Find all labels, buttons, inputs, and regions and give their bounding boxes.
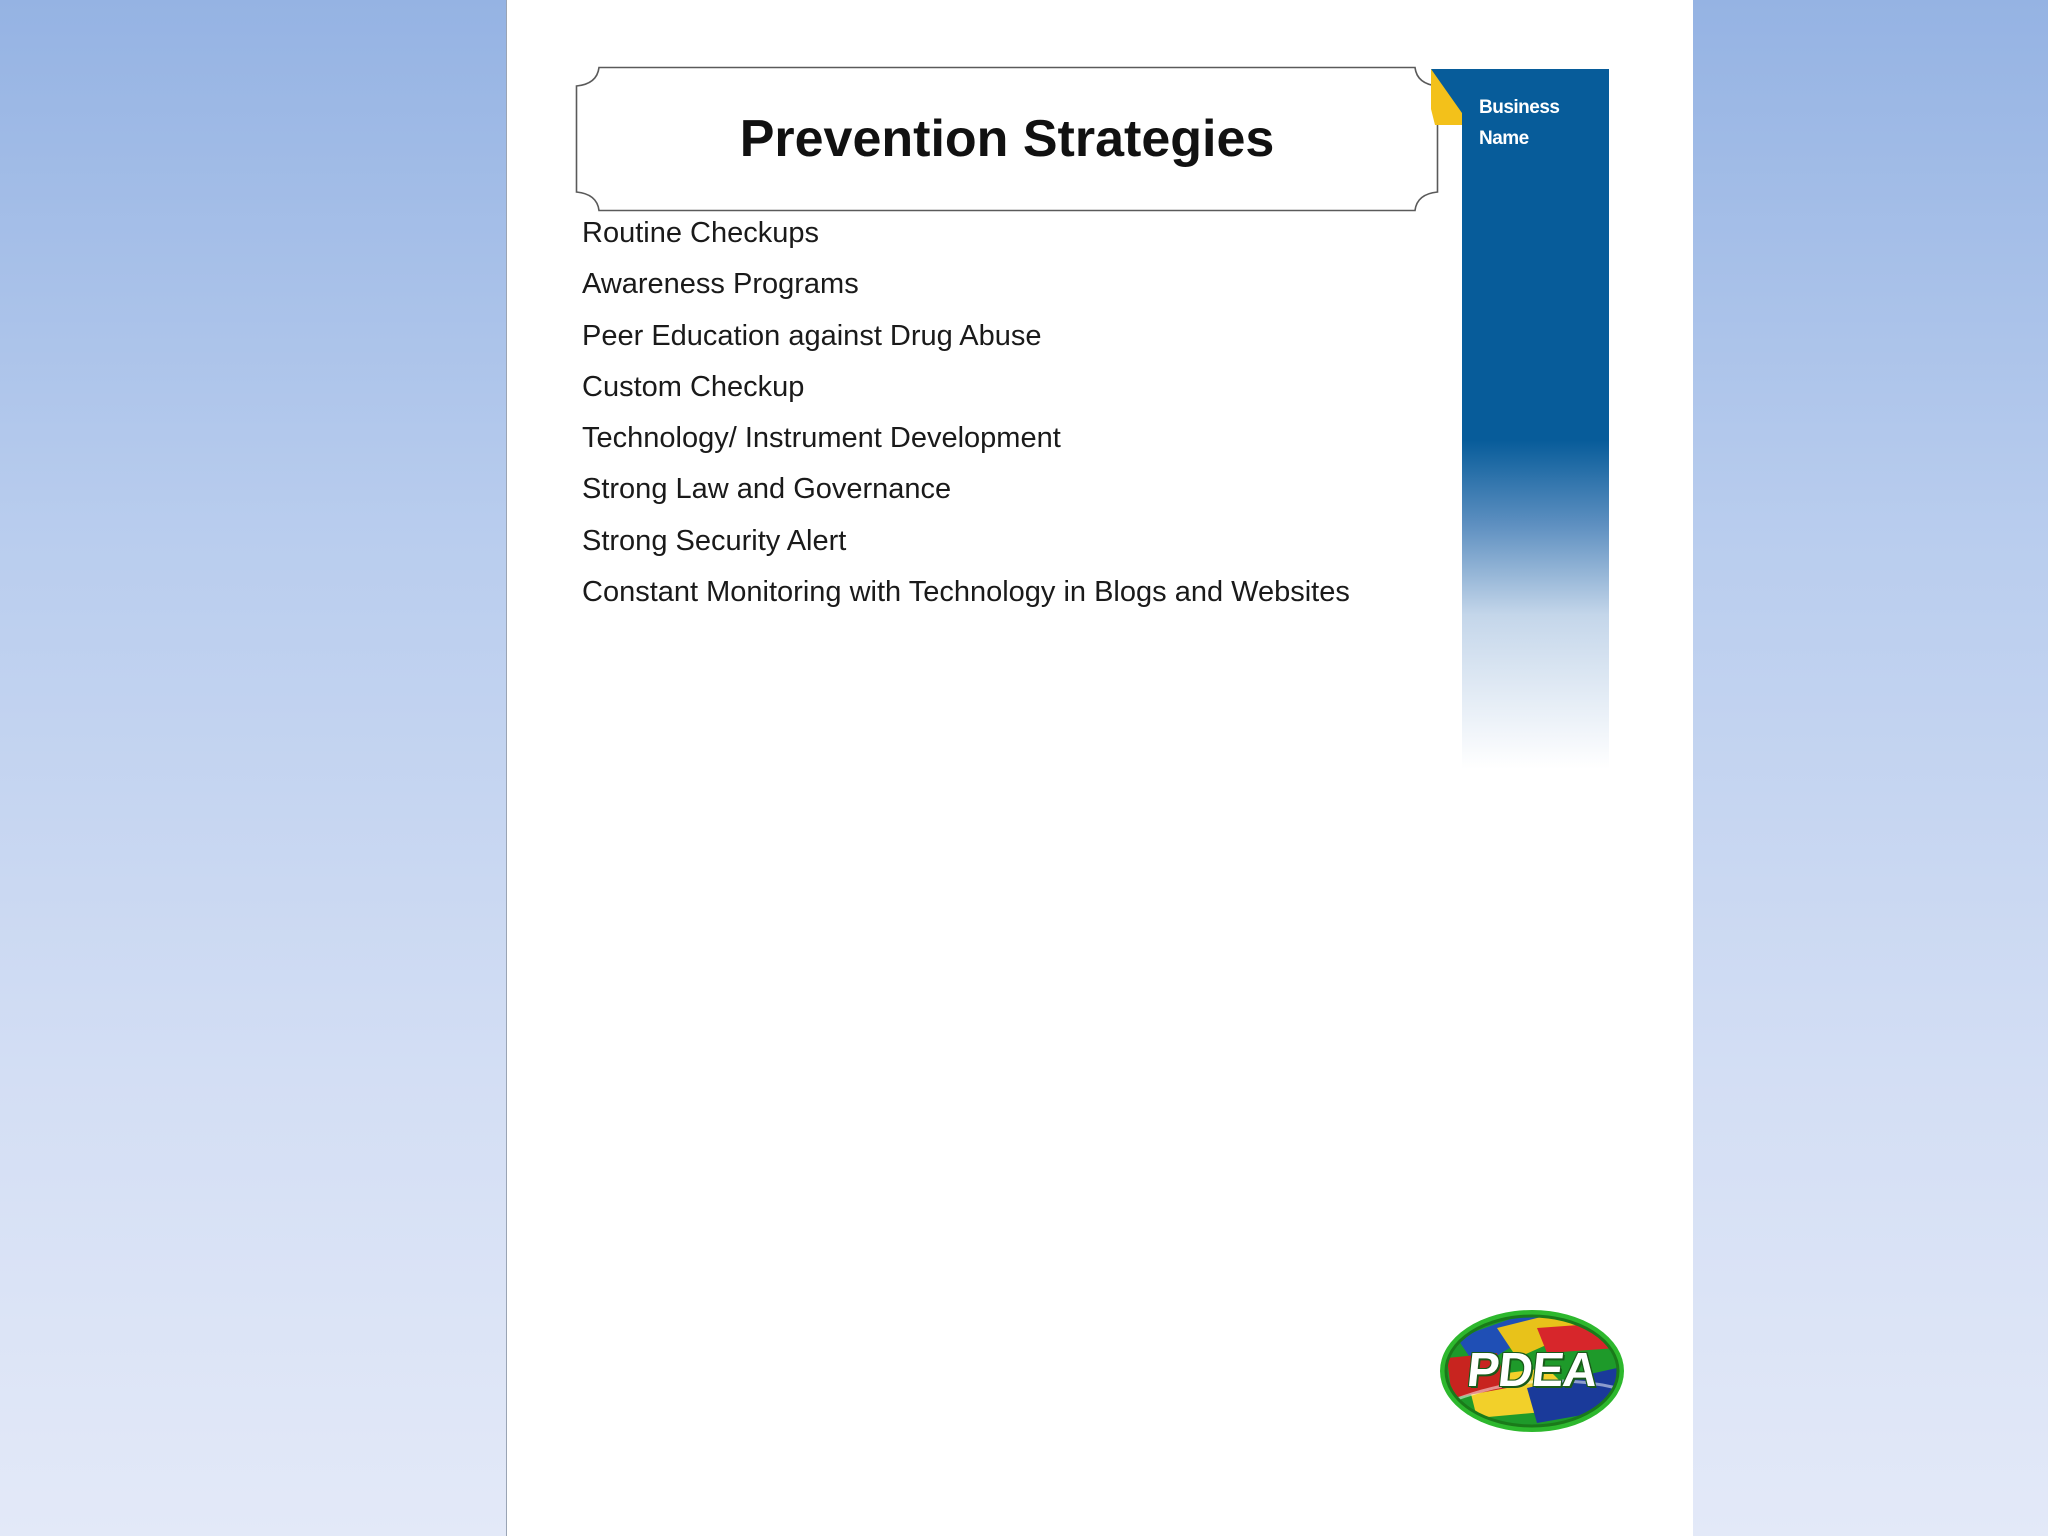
list-item: Custom Checkup (582, 370, 805, 403)
list-item: Routine Checkups (582, 217, 819, 249)
sidebar-tab (1431, 69, 1462, 125)
sidebar-tab-shape (1431, 69, 1462, 125)
slide-title: Prevention Strategies (739, 110, 1275, 168)
list-item: Strong Security Alert (582, 524, 847, 557)
list-item: Technology/ Instrument Development (582, 422, 1061, 455)
business-name-line2: Name (1479, 128, 1529, 149)
list-item: Strong Law and Governance (582, 473, 952, 506)
title-frame (575, 66, 1439, 212)
strategy-list (582, 212, 1350, 622)
list-item: Peer Education against Drug Abuse (582, 319, 1042, 352)
pdea-logo (1437, 1308, 1627, 1434)
logo-text: PDEA (1464, 1344, 1600, 1397)
list-item: Constant Monitoring with Technology in Blogs and Websites (582, 576, 1350, 609)
business-name-line1: Business (1479, 97, 1560, 118)
list-item: Awareness Programs (582, 268, 859, 301)
slide-page (506, 0, 1693, 1536)
business-name (1479, 92, 1599, 154)
sidebar-band (1462, 69, 1609, 769)
